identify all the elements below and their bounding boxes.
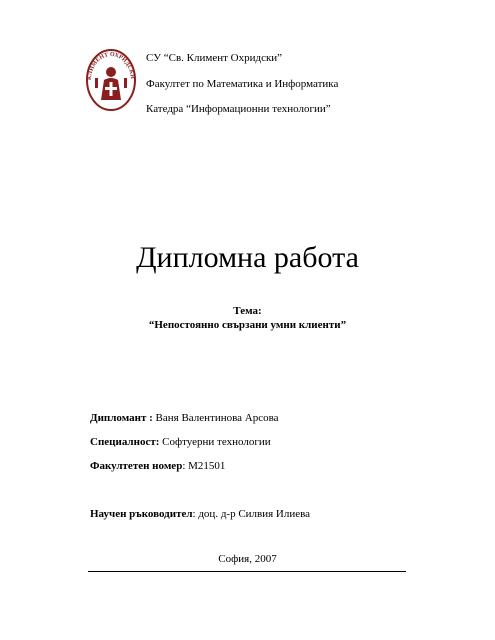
specialty-value: Софтуерни технологии: [159, 436, 271, 448]
specialty-label: Специалност:: [90, 436, 160, 448]
supervisor-value: : доц. д-р Силвия Илиева: [192, 508, 311, 520]
footer-divider: [88, 571, 406, 572]
faculty-number-label: Факултетен номер: [90, 460, 183, 472]
place-and-year: София, 2007: [218, 553, 277, 565]
supervisor-label: Научен ръководител: [90, 508, 193, 520]
document-title: Дипломна работа: [136, 241, 359, 274]
university-name: СУ “Св. Климент Охридски”: [146, 52, 283, 64]
specialty-row: [90, 436, 271, 449]
topic-value: “Непостоянно свързани умни клиенти”: [148, 319, 347, 331]
graduate-value: Ваня Валентинова Арсова: [152, 412, 279, 424]
seal-text: КЛИМЕНТ ОХРИДСКИ: [86, 51, 136, 81]
faculty-name: Факултет по Математика и Информатика: [146, 78, 339, 90]
department-name: Катедра “Информационни технологии”: [146, 103, 331, 115]
graduate-label: Дипломант :: [90, 412, 153, 424]
supervisor-row: [90, 508, 310, 521]
topic-label: Тема:: [233, 305, 262, 317]
graduate-row: [90, 412, 279, 425]
faculty-number-row: [90, 460, 225, 473]
faculty-number-value: : M21501: [182, 460, 226, 472]
university-seal-logo: [85, 48, 137, 112]
